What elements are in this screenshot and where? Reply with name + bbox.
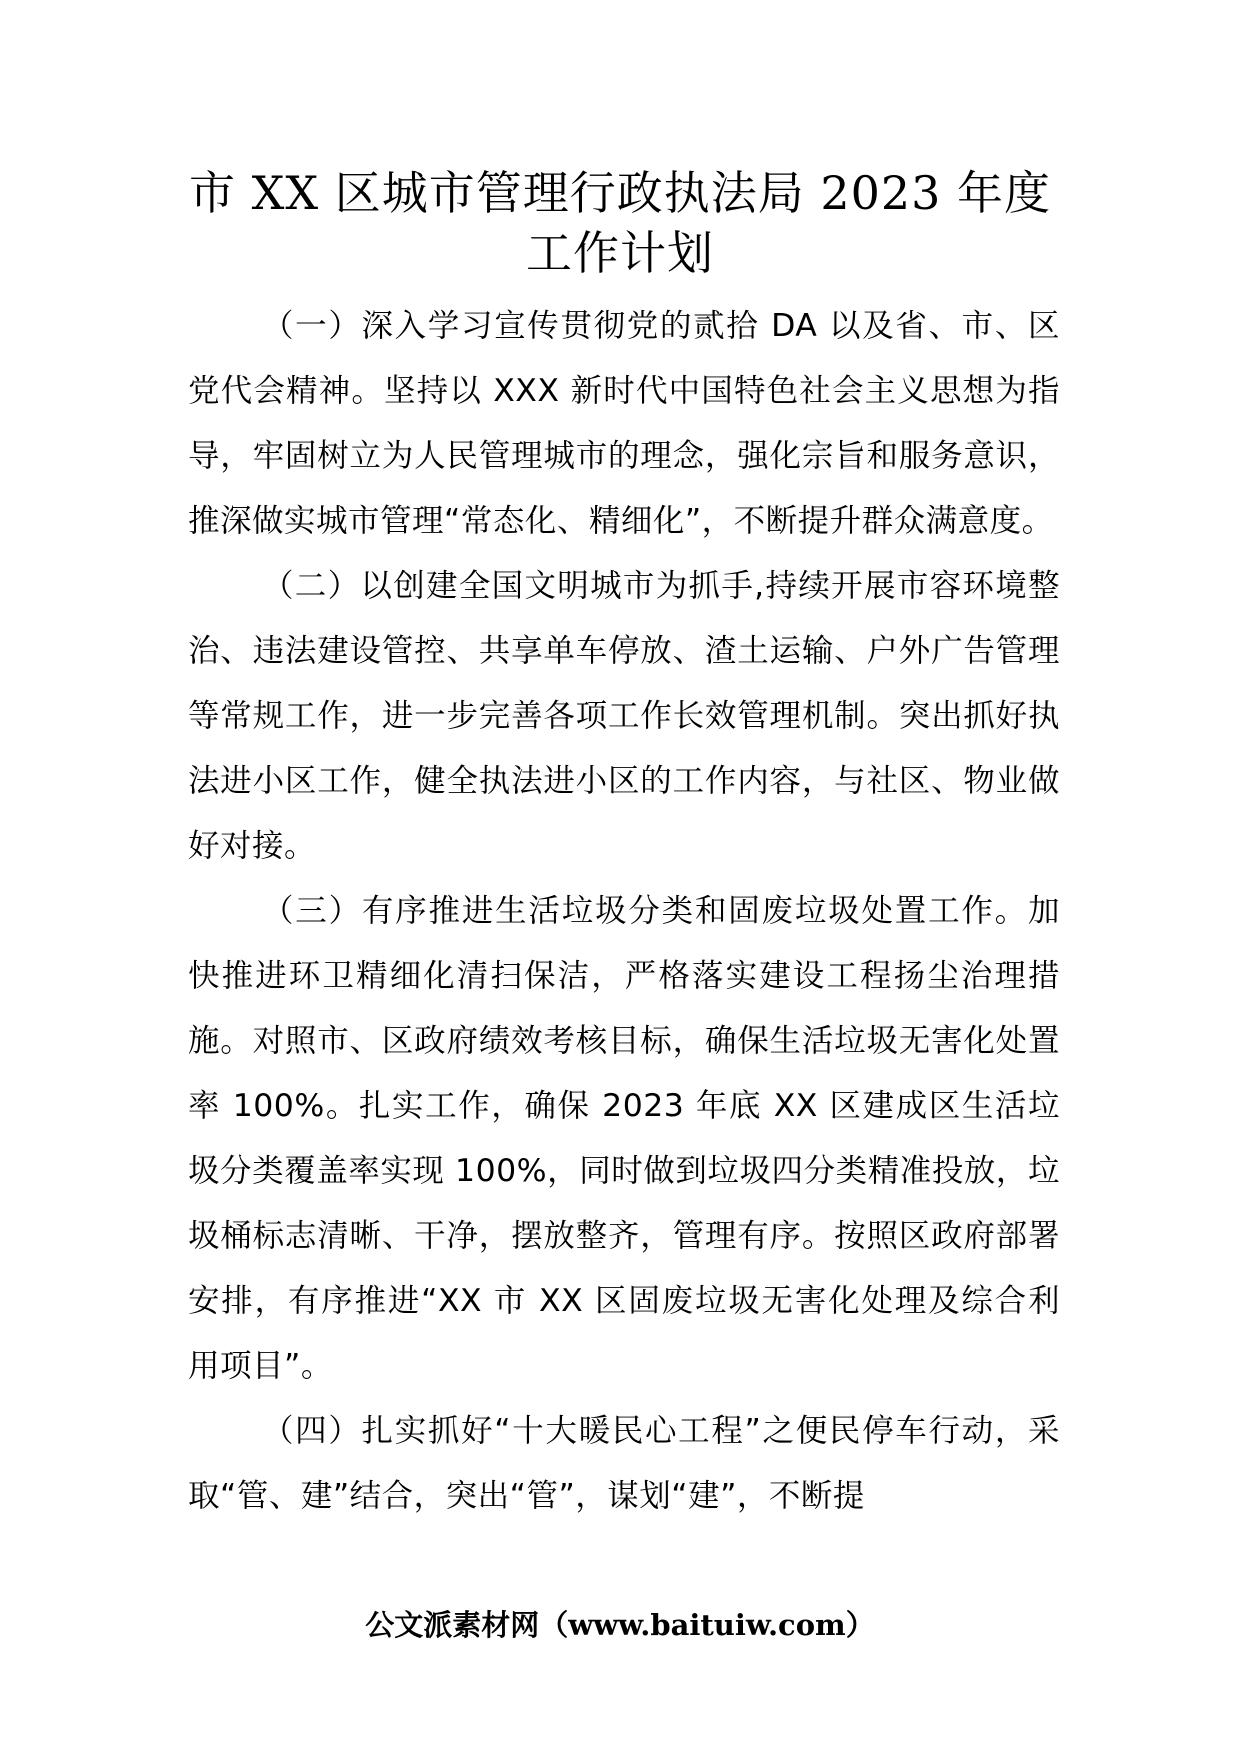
paragraph-2: （二）以创建全国文明城市为抓手,持续开展市容环境整治、违法建设管控、共享单车停放、渣土运输、户外广告管理等常规工作，进一步完善各项工作长效管理机制。突出抓好执法进小区工作，健全执法进小区的工作内容，与社区、物业做好对接。	[188, 568, 1060, 864]
paragraph-1: （一）深入学习宣传贯彻党的贰拾 DA 以及省、市、区党代会精神。坚持以 XXX 新时代中国特色社会主义思想为指导，牢固树立为人民管理城市的理念，强化宗旨和服务意识，推深做实城市管理“常态化、精细化”，不断提升群众满意度。	[188, 308, 1060, 539]
paragraph-3: （三）有序推进生活垃圾分类和固废垃圾处置工作。加快推进环卫精细化清扫保洁，严格落实建设工程扬尘治理措施。对照市、区政府绩效考核目标，确保生活垃圾无害化处置率 100%。扎实工作，确保 2023 年底 XX 区建成区生活垃圾分类覆盖率实现 100%，同时做到垃圾四分类精准投放，垃圾桶标志清晰、干净，摆放整齐，管理有序。按照区政府部署安排，有序推进“XX 市 XX 区固废垃圾无害化处理及综合利用项目”。	[188, 893, 1060, 1384]
document-title-line-2: 工作计划	[526, 226, 714, 280]
document-body	[188, 294, 1060, 1529]
watermark-footer: 公文派素材网（www.baituiw.com）	[365, 1608, 875, 1642]
document-title-line-1: 市 XX 区城市管理行政执法局 2023 年度	[188, 166, 1052, 220]
paragraph-4: （四）扎实抓好“十大暖民心工程”之便民停车行动，采取“管、建”结合，突出“管”，谋划“建”，不断提	[188, 1413, 1060, 1514]
